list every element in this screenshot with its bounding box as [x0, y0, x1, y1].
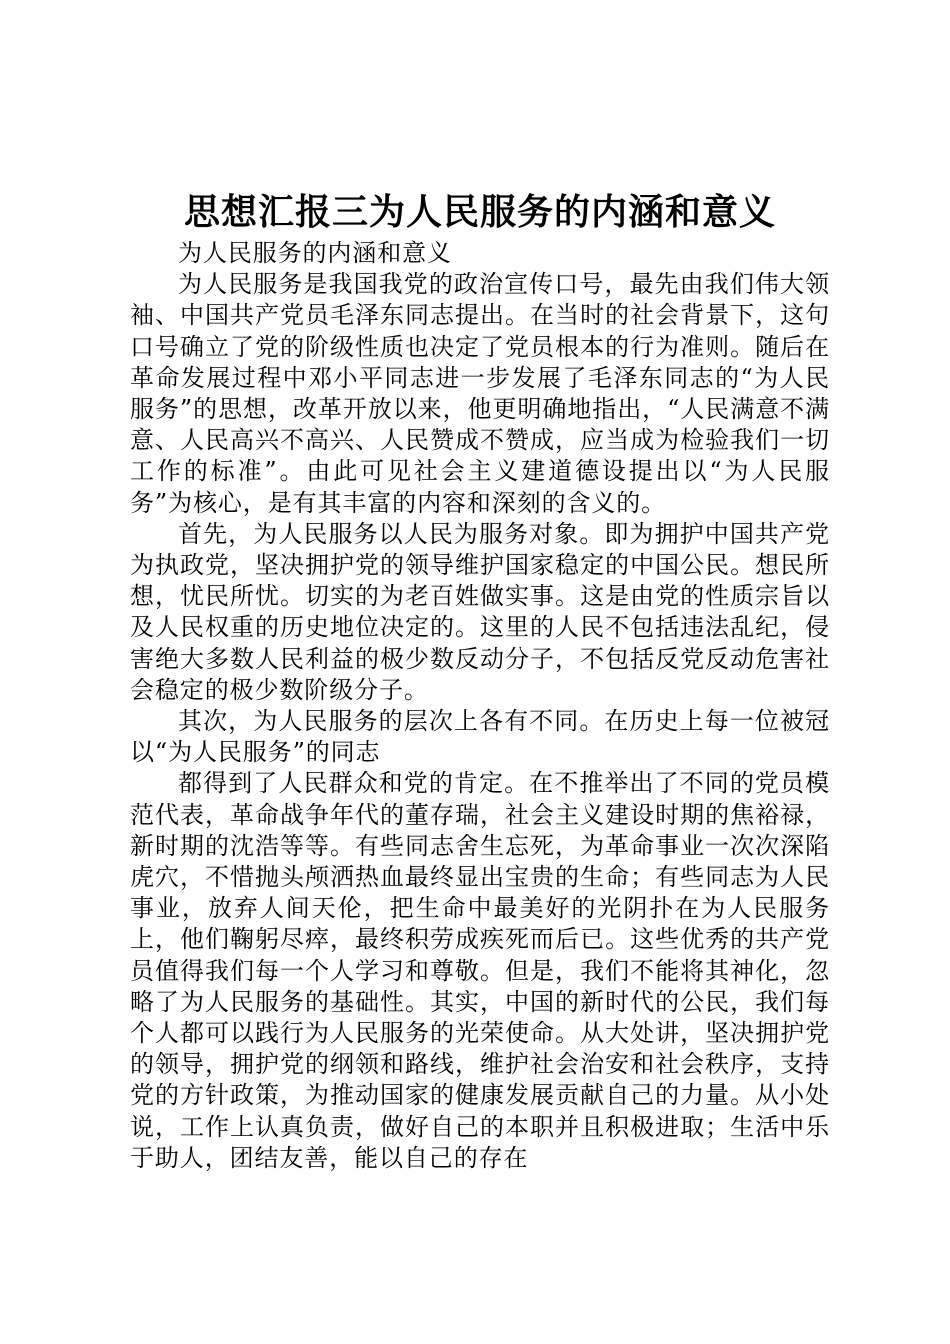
paragraph-intro: 为人民服务是我国我党的政治宣传口号，最先由我们伟大领袖、中国共产党员毛泽东同志提出。在当时的社会背景下，这句口号确立了党的阶级性质也决定了党员根本的行为准则。随后在革命发展过程中邓小平同志进一步发展了毛泽东同志的“为人民服务”的思想，改革开放以来，他更明确地指出，“人民满意不满意、人民高兴不高兴、人民赞成不赞成，应当成为检验我们一切工作的标准”。由此可见社会主义建道德设提出以“为人民服务”为核心，是有其丰富的内容和深刻的含义的。 [130, 270, 830, 517]
paragraph-second: 其次，为人民服务的层次上各有不同。在历史上每一位被冠以“为人民服务”的同志 [130, 707, 830, 767]
document-title: 思想汇报三为人民服务的内涵和意义 [183, 191, 776, 233]
paragraph-first: 首先，为人民服务以人民为服务对象。即为拥护中国共产党为执政党，坚决拥护党的领导维护国家稳定的中国公民。想民所想，忧民所忧。切实的为老百姓做实事。这是由党的性质宗旨以及人民权重的历史地位决定的。这里的人民不包括违法乱纪，侵害绝大多数人民利益的极少数反动分子，不包括反党反动危害社会稳定的极少数阶级分子。 [130, 519, 830, 704]
document-page [130, 0, 830, 1174]
paragraph-continuation: 都得到了人民群众和党的肯定。在不推举出了不同的党员模范代表，革命战争年代的董存瑞，社会主义建设时期的焦裕禄，新时期的沈浩等等。有些同志舍生忘死，为革命事业一次次深陷虎穴，不惜抛头颅洒热血最终显出宝贵的生命；有些同志为人民事业，放弃人间天伦，把生命中最美好的光阴扑在为人民服务上，他们鞠躬尽瘁，最终积劳成疾死而后已。这些优秀的共产党员值得我们每一个人学习和尊敬。但是，我们不能将其神化，忽略了为人民服务的基础性。其实，中国的新时代的公民，我们每个人都可以践行为人民服务的光荣使命。从大处讲，坚决拥护党的领导，拥护党的纲领和路线，维护社会治安和社会秩序，支持党的方针政策，为推动国家的健康发展贡献自己的力量。从小处说，工作上认真负责，做好自己的本职并且积极进取；生活中乐于助人，团结友善，能以自己的存在 [130, 769, 830, 1172]
document-body [130, 238, 830, 1174]
paragraph-subtitle: 为人民服务的内涵和意义 [178, 239, 452, 267]
